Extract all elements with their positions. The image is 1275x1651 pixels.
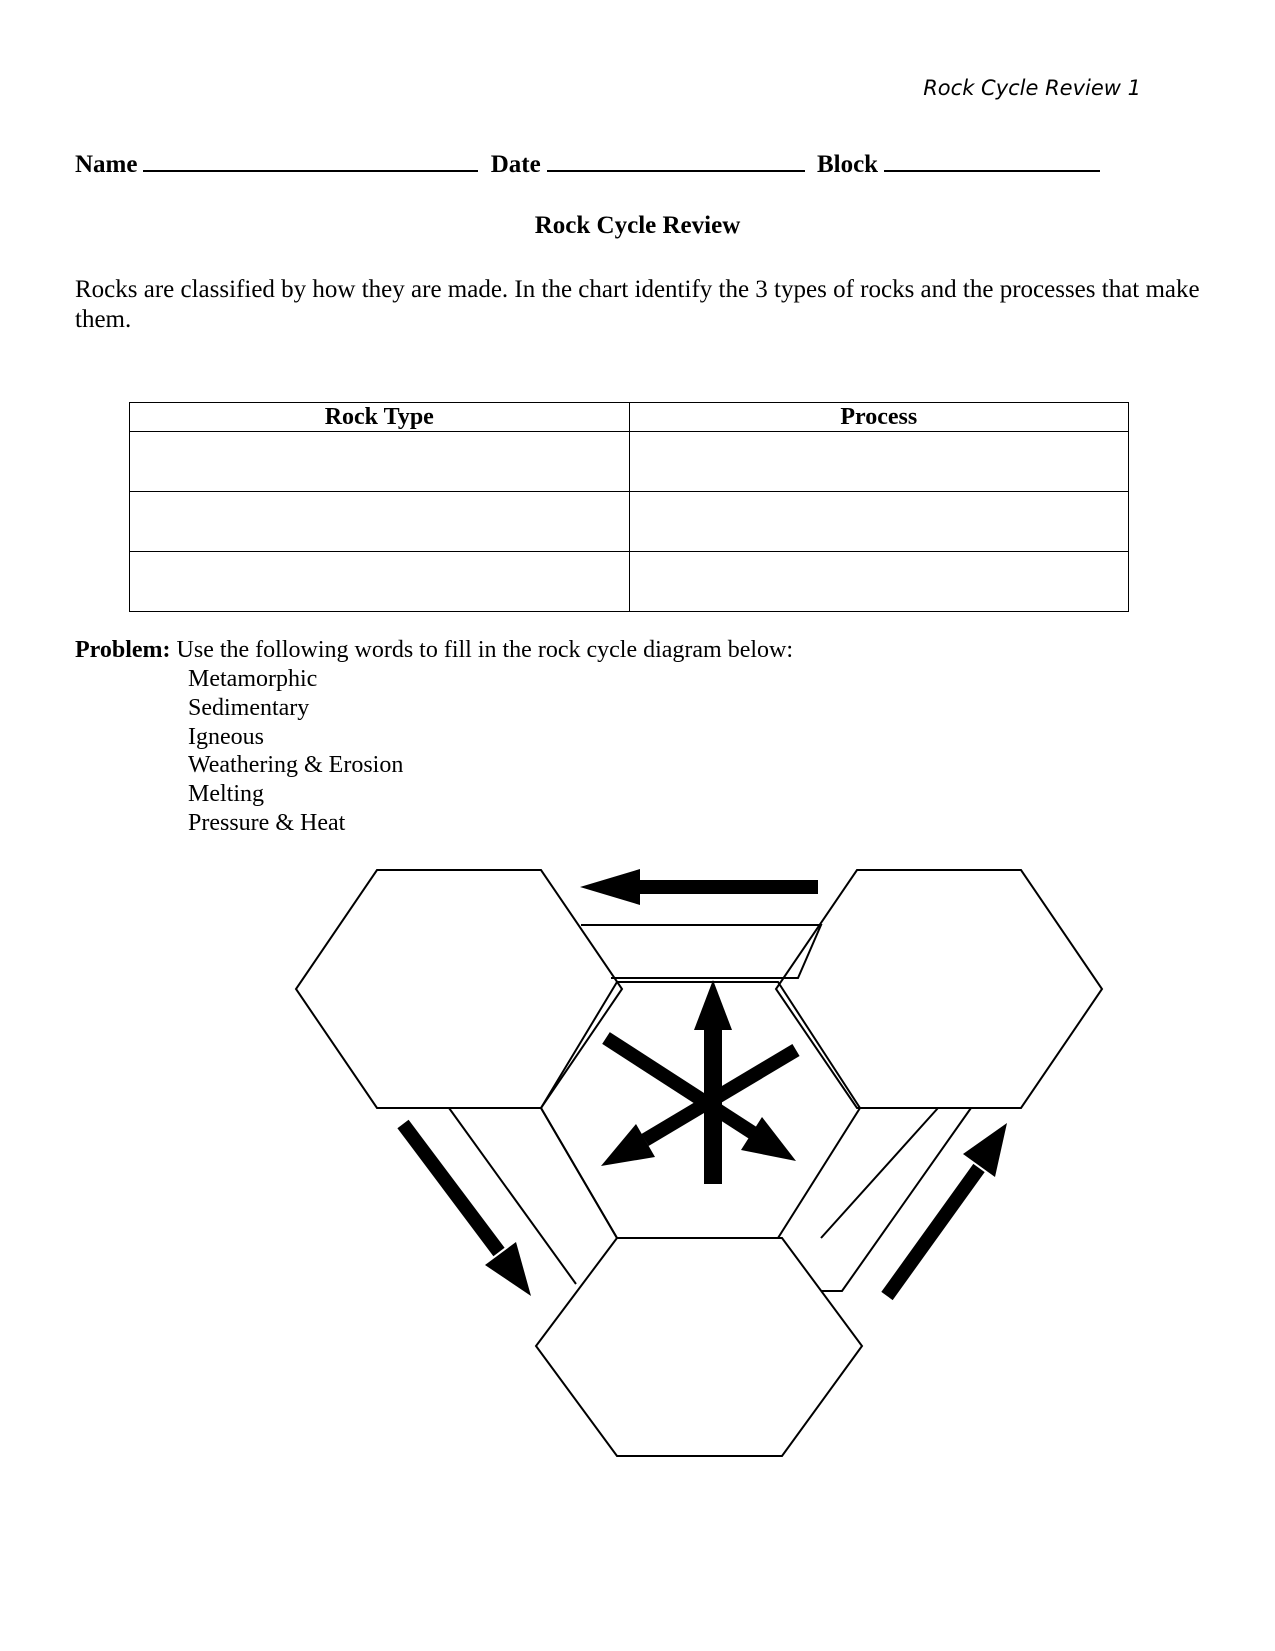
rock-hexagon-top-left[interactable] [296, 870, 622, 1108]
intro-text: Rocks are classified by how they are made. In the chart identify the 3 types of rocks and the processes that make them. [75, 276, 1200, 333]
arrow-right-up-head [963, 1123, 1007, 1177]
name-label: Name [75, 151, 138, 178]
arrow-left-down[interactable] [403, 1124, 499, 1252]
arrow-right-up[interactable] [887, 1168, 979, 1296]
problem-text: Use the following words to fill in the rock cycle diagram below: [170, 637, 794, 663]
word-bank-item: Melting [188, 781, 264, 808]
word-bank-item: Weathering & Erosion [188, 752, 404, 779]
rock-type-header: Rock Type [130, 403, 630, 432]
word-bank-item: Sedimentary [188, 694, 310, 721]
connector-strip-top[interactable] [581, 925, 821, 978]
rock-hexagon-top-right[interactable] [776, 870, 1102, 1108]
word-bank-item: Igneous [188, 723, 264, 750]
rock-hexagon-bottom[interactable] [536, 1238, 862, 1456]
center-arrow-down-left-head [601, 1124, 655, 1166]
block-label: Block [816, 151, 879, 178]
problem-label: Problem: [75, 637, 171, 663]
word-bank-item: Metamorphic [188, 666, 318, 692]
center-arrow-up-head [694, 980, 732, 1030]
process-header: Process [629, 403, 1129, 432]
page-header-label: Rock Cycle Review 1 [923, 76, 1141, 100]
date-label: Date [490, 151, 541, 178]
page-title: Rock Cycle Review [534, 212, 741, 239]
arrow-top-left-head [580, 869, 640, 905]
word-bank-item: Pressure & Heat [188, 809, 346, 836]
